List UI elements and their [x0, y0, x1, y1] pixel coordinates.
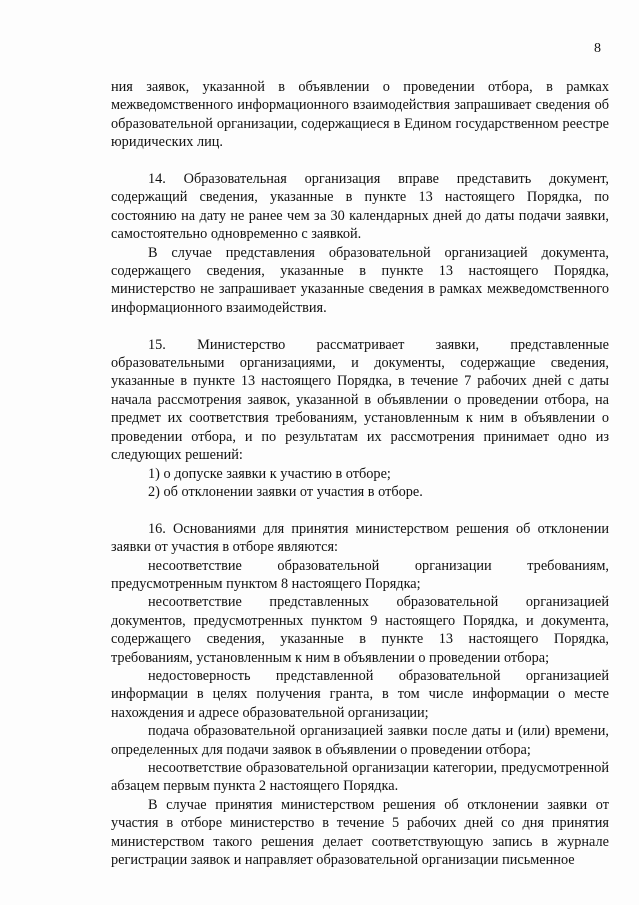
list-item-ground-4: подача образовательной организацией заявки после даты и (или) времени, определенных для подачи заявок в объявлении о проведении отбора;: [111, 723, 609, 758]
document-body: [111, 78, 609, 869]
paragraph-14: 14. Образовательная организация вправе представить документ, содержащий сведения, указанные в пункте 13 настоящего Порядка, по состоянию на дату не ранее чем за 30 календарных дней до даты подачи заявки, самостоятельно одновременно с заявкой.: [111, 171, 609, 243]
paragraph-rejection: В случае принятия министерством решения об отклонении заявки от участия в отборе министерство в течение 5 рабочих дней со дня принятия министерством такого решения делает соответствующую запись в журнале регистрации заявок и направляет образовательной организации письменное: [111, 796, 609, 869]
page-number: 8: [594, 41, 601, 56]
paragraph-14-note: В случае представления образовательной организацией документа, содержащего сведения, указанные в пункте 13 настоящего Порядка, министерство не запрашивает указанные сведения в рамках межведомственного информационного взаимодействия.: [111, 244, 609, 316]
list-item-ground-5: несоответствие образовательной организации категории, предусмотренной абзацем первым пункта 2 настоящего Порядка.: [111, 759, 609, 795]
paragraph-16: 16. Основаниями для принятия министерством решения об отклонении заявки от участия в отборе являются:: [111, 520, 609, 556]
paragraph-continuation: ния заявок, указанной в объявлении о проведении отбора, в рамках межведомственного информационного взаимодействия запрашивает сведения об образовательной организации, содержащиеся в Едином государственном реестре юридических лиц.: [111, 79, 609, 151]
list-item-decision-1: 1) о допуске заявки к участию в отборе;: [148, 465, 391, 482]
paragraph-15: 15. Министерство рассматривает заявки, представленные образовательными организациями, и документы, содержащие сведения, указанные в пункте 13 настоящего Порядка, в течение 7 рабочих дней с даты начала рассмотрения заявок, указанной в объявлении о проведении отбора, на предмет их соответствия требованиям, установленным к ним в объявлении о проведении отбора, и по результатам их рассмотрения принимает одно из следующих решений:: [111, 336, 609, 464]
list-item-decision-2: 2) об отклонении заявки от участия в отборе.: [148, 483, 423, 500]
list-item-ground-3: недостоверность представленной образовательной организацией информации в целях получения гранта, в том числе информации о месте нахождения и адресе образовательной организации;: [111, 667, 609, 721]
list-item-ground-2: несоответствие представленных образовательной организацией документов, предусмотренных пунктом 9 настоящего Порядка, и документа, содержащего сведения, указанные в пункте 13 настоящего Порядка, требованиям, установленным к ним в объявлении о проведении отбора;: [111, 594, 609, 666]
list-item-ground-1: несоответствие образовательной организации требованиям, предусмотренным пунктом 8 настоящего Порядка;: [111, 557, 609, 592]
